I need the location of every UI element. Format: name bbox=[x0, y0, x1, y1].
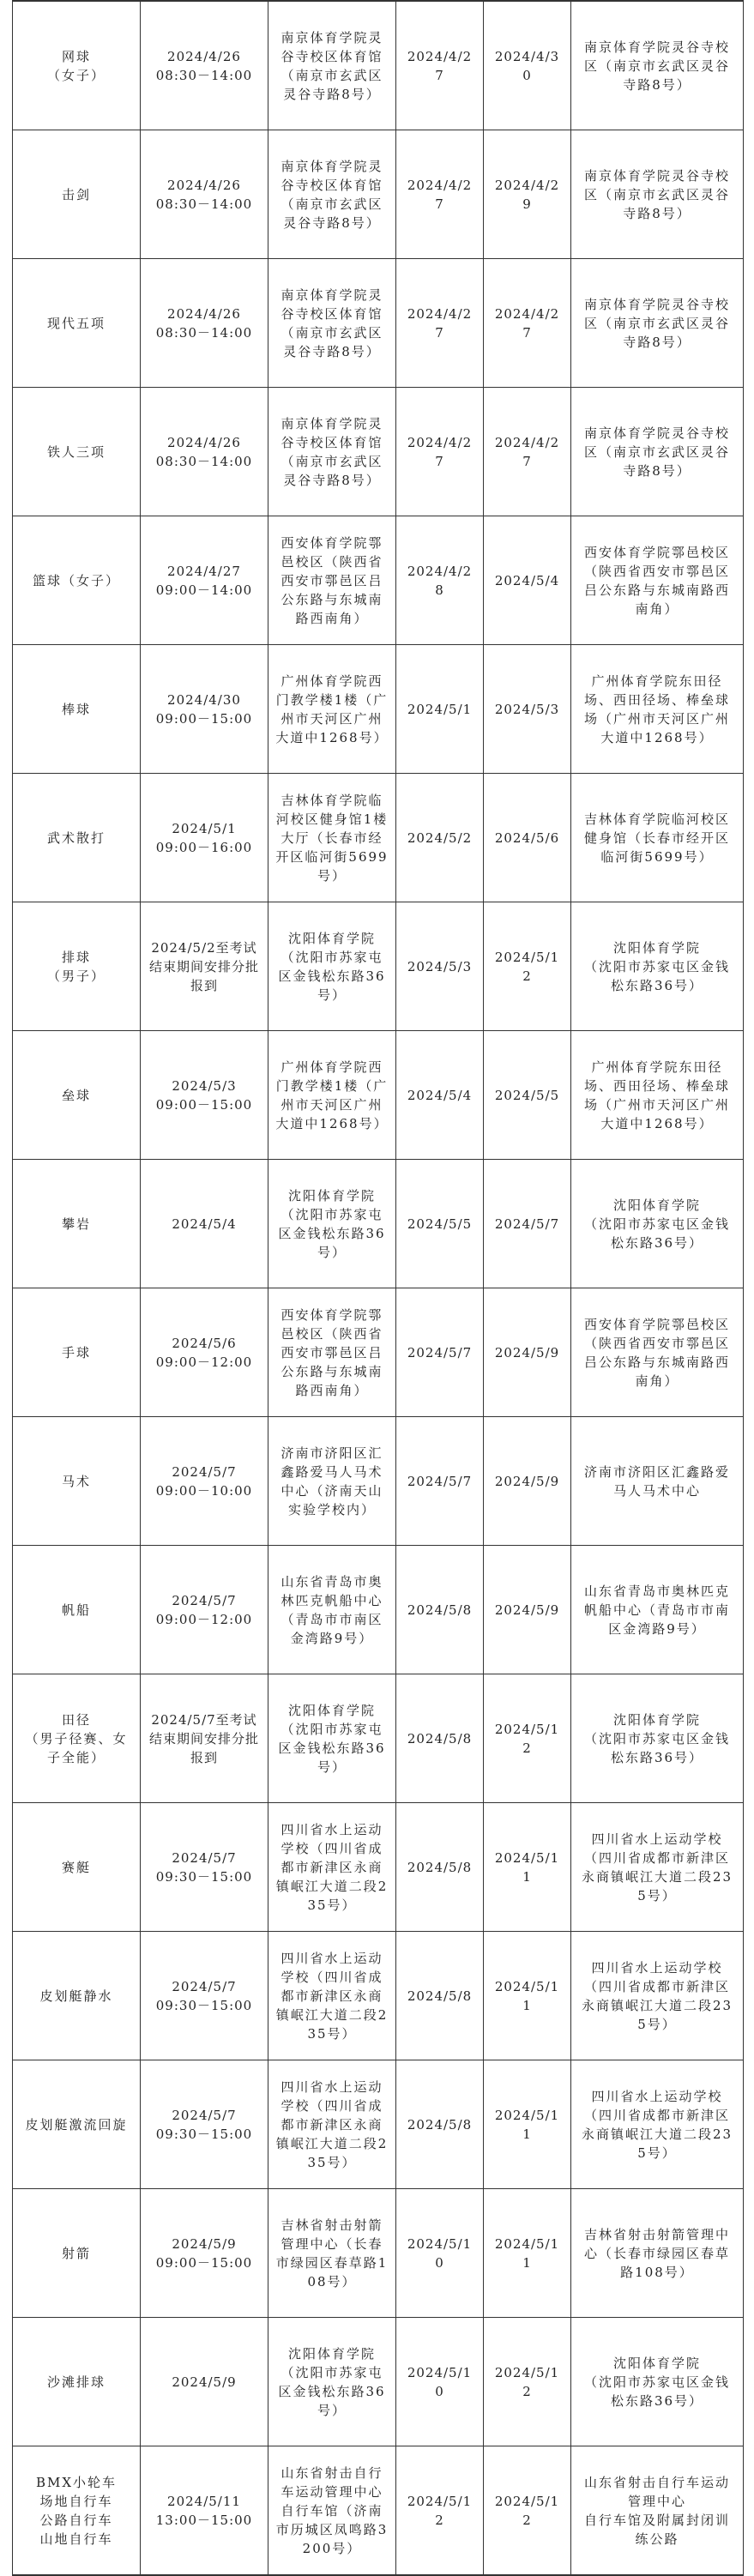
table-row bbox=[13, 1, 744, 130]
start-date-cell: 2024/5/7 bbox=[396, 1417, 484, 1546]
start-date-cell: 2024/5/8 bbox=[396, 1674, 484, 1803]
end-date-cell: 2024/4/27 bbox=[484, 259, 571, 388]
exam-schedule-table bbox=[12, 0, 744, 2576]
sport-cell: 铁人三项 bbox=[13, 388, 141, 516]
report-time-cell: 2024/5/3 09:00－15:00 bbox=[141, 1031, 268, 1160]
sport-cell: 赛艇 bbox=[13, 1803, 141, 1932]
report-time-cell: 2024/4/26 08:30－14:00 bbox=[141, 388, 268, 516]
report-time-cell: 2024/5/6 09:00－12:00 bbox=[141, 1288, 268, 1417]
start-date-cell: 2024/4/27 bbox=[396, 388, 484, 516]
sport-cell: 田径 （男子径赛、女子全能） bbox=[13, 1674, 141, 1803]
end-date-cell: 2024/4/27 bbox=[484, 388, 571, 516]
report-place-cell: 沈阳体育学院（沈阳市苏家屯区金钱松东路36号） bbox=[268, 902, 396, 1031]
report-time-cell: 2024/4/27 09:00－14:00 bbox=[141, 516, 268, 645]
sport-cell: 攀岩 bbox=[13, 1160, 141, 1288]
start-date-cell: 2024/5/12 bbox=[396, 2446, 484, 2576]
table-row bbox=[13, 388, 744, 516]
sport-cell: BMX小轮车 场地自行车 公路自行车 山地自行车 bbox=[13, 2446, 141, 2576]
end-date-cell: 2024/5/11 bbox=[484, 1932, 571, 2060]
start-date-cell: 2024/5/10 bbox=[396, 2318, 484, 2446]
report-place-cell: 广州体育学院西门教学楼1楼（广州市天河区广州大道中1268号） bbox=[268, 1031, 396, 1160]
sport-cell: 射箭 bbox=[13, 2189, 141, 2318]
schedule-table-container bbox=[12, 0, 743, 2576]
report-place-cell: 南京体育学院灵谷寺校区体育馆（南京市玄武区灵谷寺路8号） bbox=[268, 259, 396, 388]
report-time-cell: 2024/5/2至考试结束期间安排分批报到 bbox=[141, 902, 268, 1031]
venue-cell: 广州体育学院东田径场、西田径场、棒垒球场（广州市天河区广州大道中1268号） bbox=[571, 1031, 744, 1160]
report-time-cell: 2024/5/7 09:00－12:00 bbox=[141, 1546, 268, 1674]
table-row bbox=[13, 130, 744, 259]
start-date-cell: 2024/5/10 bbox=[396, 2189, 484, 2318]
start-date-cell: 2024/4/28 bbox=[396, 516, 484, 645]
table-row bbox=[13, 2189, 744, 2318]
venue-cell: 沈阳体育学院 （沈阳市苏家屯区金钱松东路36号） bbox=[571, 2318, 744, 2446]
sport-cell: 皮划艇激流回旋 bbox=[13, 2060, 141, 2189]
end-date-cell: 2024/5/6 bbox=[484, 774, 571, 902]
venue-cell: 西安体育学院鄠邑校区（陕西省西安市鄠邑区吕公东路与东城南路西南角） bbox=[571, 516, 744, 645]
end-date-cell: 2024/5/7 bbox=[484, 1160, 571, 1288]
venue-cell: 沈阳体育学院 （沈阳市苏家屯区金钱松东路36号） bbox=[571, 1160, 744, 1288]
table-row bbox=[13, 774, 744, 902]
sport-cell: 马术 bbox=[13, 1417, 141, 1546]
report-place-cell: 四川省水上运动学校（四川省成都市新津区永商镇岷江大道二段235号） bbox=[268, 1803, 396, 1932]
start-date-cell: 2024/5/2 bbox=[396, 774, 484, 902]
report-time-cell: 2024/5/7至考试结束期间安排分批报到 bbox=[141, 1674, 268, 1803]
start-date-cell: 2024/5/8 bbox=[396, 1803, 484, 1932]
start-date-cell: 2024/5/3 bbox=[396, 902, 484, 1031]
start-date-cell: 2024/5/7 bbox=[396, 1288, 484, 1417]
venue-cell: 南京体育学院灵谷寺校区（南京市玄武区灵谷寺路8号） bbox=[571, 259, 744, 388]
venue-cell: 南京体育学院灵谷寺校区（南京市玄武区灵谷寺路8号） bbox=[571, 1, 744, 130]
report-place-cell: 济南市济阳区汇鑫路爱马人马术中心（济南天山实验学校内） bbox=[268, 1417, 396, 1546]
report-place-cell: 沈阳体育学院（沈阳市苏家屯区金钱松东路36号） bbox=[268, 2318, 396, 2446]
venue-cell: 济南市济阳区汇鑫路爱马人马术中心 bbox=[571, 1417, 744, 1546]
report-time-cell: 2024/5/1 09:00－16:00 bbox=[141, 774, 268, 902]
start-date-cell: 2024/5/8 bbox=[396, 1932, 484, 2060]
table-row bbox=[13, 2318, 744, 2446]
venue-cell: 四川省水上运动学校（四川省成都市新津区永商镇岷江大道二段235号） bbox=[571, 2060, 744, 2189]
sport-cell: 现代五项 bbox=[13, 259, 141, 388]
end-date-cell: 2024/5/12 bbox=[484, 2446, 571, 2576]
report-time-cell: 2024/5/4 bbox=[141, 1160, 268, 1288]
report-time-cell: 2024/4/26 08:30－14:00 bbox=[141, 130, 268, 259]
start-date-cell: 2024/4/27 bbox=[396, 1, 484, 130]
report-place-cell: 南京体育学院灵谷寺校区体育馆（南京市玄武区灵谷寺路8号） bbox=[268, 130, 396, 259]
sport-cell: 帆船 bbox=[13, 1546, 141, 1674]
report-time-cell: 2024/4/26 08:30－14:00 bbox=[141, 259, 268, 388]
table-row bbox=[13, 902, 744, 1031]
table-row bbox=[13, 516, 744, 645]
end-date-cell: 2024/4/29 bbox=[484, 130, 571, 259]
report-time-cell: 2024/4/26 08:30－14:00 bbox=[141, 1, 268, 130]
report-place-cell: 西安体育学院鄠邑校区（陕西省西安市鄠邑区吕公东路与东城南路西南角） bbox=[268, 1288, 396, 1417]
venue-cell: 沈阳体育学院 （沈阳市苏家屯区金钱松东路36号） bbox=[571, 902, 744, 1031]
venue-cell: 山东省射击自行车运动管理中心 自行车馆及附属封闭训练公路 bbox=[571, 2446, 744, 2576]
end-date-cell: 2024/5/9 bbox=[484, 1417, 571, 1546]
start-date-cell: 2024/5/5 bbox=[396, 1160, 484, 1288]
report-place-cell: 沈阳体育学院（沈阳市苏家屯区金钱松东路36号） bbox=[268, 1674, 396, 1803]
venue-cell: 西安体育学院鄠邑校区（陕西省西安市鄠邑区吕公东路与东城南路西南角） bbox=[571, 1288, 744, 1417]
table-row bbox=[13, 1288, 744, 1417]
start-date-cell: 2024/5/1 bbox=[396, 645, 484, 774]
sport-cell: 手球 bbox=[13, 1288, 141, 1417]
end-date-cell: 2024/5/3 bbox=[484, 645, 571, 774]
report-place-cell: 吉林省射击射箭管理中心（长春市绿园区春草路108号） bbox=[268, 2189, 396, 2318]
start-date-cell: 2024/4/27 bbox=[396, 130, 484, 259]
report-place-cell: 四川省水上运动学校（四川省成都市新津区永商镇岷江大道二段235号） bbox=[268, 1932, 396, 2060]
start-date-cell: 2024/5/4 bbox=[396, 1031, 484, 1160]
venue-cell: 南京体育学院灵谷寺校区（南京市玄武区灵谷寺路8号） bbox=[571, 130, 744, 259]
end-date-cell: 2024/5/12 bbox=[484, 2318, 571, 2446]
report-place-cell: 广州体育学院西门教学楼1楼（广州市天河区广州大道中1268号） bbox=[268, 645, 396, 774]
table-row bbox=[13, 2446, 744, 2576]
sport-cell: 排球 （男子） bbox=[13, 902, 141, 1031]
report-place-cell: 南京体育学院灵谷寺校区体育馆（南京市玄武区灵谷寺路8号） bbox=[268, 1, 396, 130]
report-place-cell: 西安体育学院鄠邑校区（陕西省西安市鄠邑区吕公东路与东城南路西南角） bbox=[268, 516, 396, 645]
report-time-cell: 2024/4/30 09:00－15:00 bbox=[141, 645, 268, 774]
table-row bbox=[13, 1932, 744, 2060]
venue-cell: 沈阳体育学院 （沈阳市苏家屯区金钱松东路36号） bbox=[571, 1674, 744, 1803]
schedule-table-body bbox=[13, 1, 744, 2575]
venue-cell: 四川省水上运动学校（四川省成都市新津区永商镇岷江大道二段235号） bbox=[571, 1803, 744, 1932]
report-time-cell: 2024/5/11 13:00－15:00 bbox=[141, 2446, 268, 2576]
report-time-cell: 2024/5/9 09:00－15:00 bbox=[141, 2189, 268, 2318]
start-date-cell: 2024/5/8 bbox=[396, 1546, 484, 1674]
sport-cell: 击剑 bbox=[13, 130, 141, 259]
end-date-cell: 2024/4/30 bbox=[484, 1, 571, 130]
end-date-cell: 2024/5/9 bbox=[484, 1546, 571, 1674]
report-time-cell: 2024/5/7 09:30－15:00 bbox=[141, 1803, 268, 1932]
venue-cell: 四川省水上运动学校（四川省成都市新津区永商镇岷江大道二段235号） bbox=[571, 1932, 744, 2060]
end-date-cell: 2024/5/5 bbox=[484, 1031, 571, 1160]
report-place-cell: 南京体育学院灵谷寺校区体育馆（南京市玄武区灵谷寺路8号） bbox=[268, 388, 396, 516]
start-date-cell: 2024/4/27 bbox=[396, 259, 484, 388]
start-date-cell: 2024/5/8 bbox=[396, 2060, 484, 2189]
venue-cell: 吉林体育学院临河校区健身馆（长春市经开区临河街5699号） bbox=[571, 774, 744, 902]
report-time-cell: 2024/5/7 09:00－10:00 bbox=[141, 1417, 268, 1546]
sport-cell: 棒球 bbox=[13, 645, 141, 774]
table-row bbox=[13, 1803, 744, 1932]
end-date-cell: 2024/5/11 bbox=[484, 2189, 571, 2318]
table-row bbox=[13, 1031, 744, 1160]
sport-cell: 篮球（女子） bbox=[13, 516, 141, 645]
sport-cell: 武术散打 bbox=[13, 774, 141, 902]
report-place-cell: 四川省水上运动学校（四川省成都市新津区永商镇岷江大道二段235号） bbox=[268, 2060, 396, 2189]
table-row bbox=[13, 645, 744, 774]
table-row bbox=[13, 1160, 744, 1288]
report-place-cell: 山东省射击自行车运动管理中心自行车馆（济南市历城区凤鸣路3200号） bbox=[268, 2446, 396, 2576]
report-time-cell: 2024/5/9 bbox=[141, 2318, 268, 2446]
end-date-cell: 2024/5/9 bbox=[484, 1288, 571, 1417]
sport-cell: 网球 （女子） bbox=[13, 1, 141, 130]
table-row bbox=[13, 2060, 744, 2189]
venue-cell: 吉林省射击射箭管理中心（长春市绿园区春草路108号） bbox=[571, 2189, 744, 2318]
end-date-cell: 2024/5/12 bbox=[484, 1674, 571, 1803]
end-date-cell: 2024/5/11 bbox=[484, 1803, 571, 1932]
report-time-cell: 2024/5/7 09:30－15:00 bbox=[141, 2060, 268, 2189]
end-date-cell: 2024/5/12 bbox=[484, 902, 571, 1031]
table-row bbox=[13, 259, 744, 388]
table-row bbox=[13, 1546, 744, 1674]
venue-cell: 山东省青岛市奥林匹克帆船中心（青岛市市南区金湾路9号） bbox=[571, 1546, 744, 1674]
end-date-cell: 2024/5/4 bbox=[484, 516, 571, 645]
report-place-cell: 山东省青岛市奥林匹克帆船中心（青岛市市南区金湾路9号） bbox=[268, 1546, 396, 1674]
sport-cell: 沙滩排球 bbox=[13, 2318, 141, 2446]
table-row bbox=[13, 1674, 744, 1803]
end-date-cell: 2024/5/11 bbox=[484, 2060, 571, 2189]
venue-cell: 南京体育学院灵谷寺校区（南京市玄武区灵谷寺路8号） bbox=[571, 388, 744, 516]
sport-cell: 垒球 bbox=[13, 1031, 141, 1160]
venue-cell: 广州体育学院东田径场、西田径场、棒垒球场（广州市天河区广州大道中1268号） bbox=[571, 645, 744, 774]
table-row bbox=[13, 1417, 744, 1546]
sport-cell: 皮划艇静水 bbox=[13, 1932, 141, 2060]
report-place-cell: 沈阳体育学院（沈阳市苏家屯区金钱松东路36号） bbox=[268, 1160, 396, 1288]
report-place-cell: 吉林体育学院临河校区健身馆1楼大厅（长春市经开区临河街5699号） bbox=[268, 774, 396, 902]
report-time-cell: 2024/5/7 09:30－15:00 bbox=[141, 1932, 268, 2060]
